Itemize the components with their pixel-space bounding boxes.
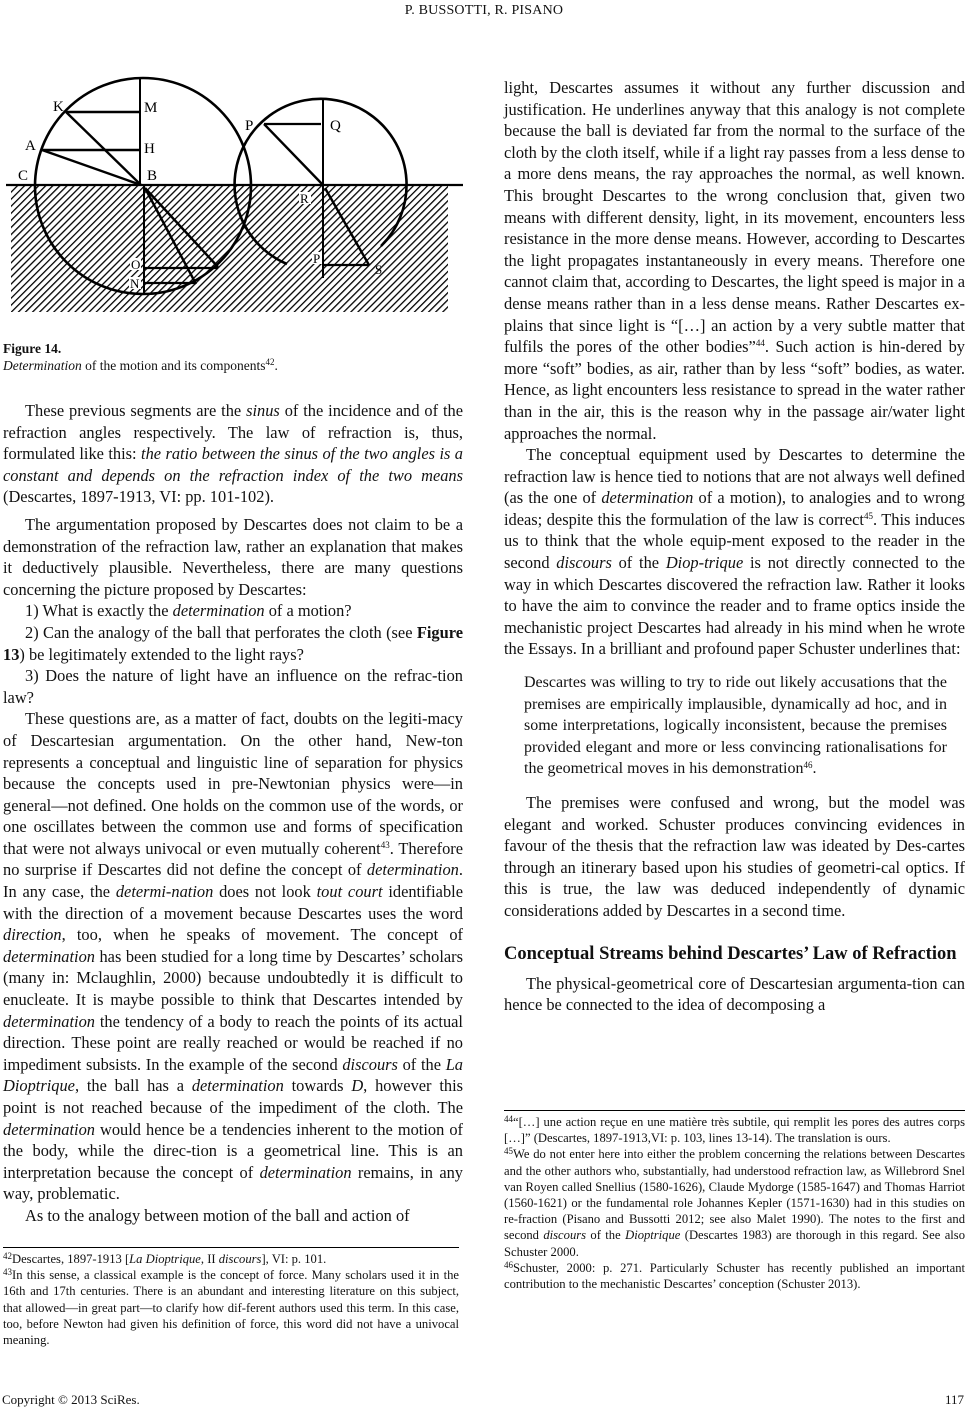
svg-text:S: S — [375, 262, 383, 277]
footnotes-left — [3, 1247, 459, 1348]
paragraph: These previous segments are the sinus of the incidence and of the refraction angles respectively. The law of refraction is, thus, formulated like this: the ratio between the sinus of the two angles is a constant and depends on the refraction index of the two means (Descartes, 1897-1913, VI: pp. 101-102). — [3, 401, 464, 507]
section-heading: Conceptual Streams behind Descartes’ Law of Refraction — [504, 943, 957, 964]
footnote-ref-44[interactable]: 44 — [755, 338, 765, 349]
copyright-notice: Copyright © 2013 SciRes. — [2, 1392, 140, 1407]
figure-label: Figure 14. — [3, 341, 62, 356]
right-column-body — [504, 77, 965, 1016]
svg-text:R: R — [300, 191, 309, 206]
footnote-43: $^{43}$In this sense, a classical example is the concept of force. Many scholars used it in the 16th and 17th centuries. There is an abundant and interesting literature on this subject, that allowed—in great part—to clarify how dif-ferent authors used this term. In this case, too, before Newton had given his definition of force, this word did not have a univocal meaning. — [3, 1267, 459, 1348]
question-3: 3) Does the nature of light have an influence on the refrac-tion law? — [3, 666, 463, 707]
left-column-body — [3, 400, 463, 1227]
question-2: 2) Can the analogy of the ball that perforates the cloth (see Figure 13) be legitimately extended to the light rays? — [3, 622, 463, 664]
figure-caption-text: Determination of the motion and its components$^{42}$. — [3, 357, 278, 373]
svg-text:O: O — [131, 257, 141, 272]
footnote-ref-46[interactable]: 46 — [803, 760, 813, 771]
question-1: 1) What is exactly the determination of a motion? — [25, 601, 352, 621]
footnote-ref-45[interactable]: 45 — [863, 510, 873, 521]
footnote-46: $^{46}$Schuster, 2000: p. 271. Particularly Schuster has recently published an important contribution to the mechanistic Descartes’ conception (Schuster 2013). — [504, 1259, 965, 1292]
paragraph: The argumentation proposed by Descartes does not claim to be a demonstration of the refraction law, rather an explanation that makes it deductively plausible. Nevertheless, there are many questions concerning the picture proposed by Descartes: — [3, 514, 463, 599]
svg-text:B: B — [147, 168, 158, 184]
block-quote: Descartes was willing to try to ride out likely accusations that the premises are empirically implausible, dynamically ad hoc, and in some interpretations, logically inconsistent, because the premises provided elegant and more or less convincing rationalisations for the geometrical moves in his demonstration$^{46}$. — [524, 674, 947, 778]
svg-text:H: H — [144, 141, 155, 157]
footnote-ref-43[interactable]: 43 — [380, 839, 390, 850]
page-footer — [2, 1392, 964, 1408]
figure-13-reference[interactable]: Figure 13 — [3, 622, 463, 664]
paragraph: The physical-geometrical core of Descartesian argumenta-tion can hence be connected to the idea of decomposing a — [504, 973, 965, 1015]
page-number: 117 — [944, 1392, 964, 1407]
svg-text:P: P — [313, 251, 321, 266]
svg-text:C: C — [18, 168, 29, 184]
svg-text:A: A — [25, 138, 36, 154]
paragraph: These questions are, as a matter of fact, doubts on the legiti-macy of Descartesian argumentation. On the other hand, New-ton represents a conceptual and linguistic line of separation for physics because the concepts used in pre-Newtonian physics were—in general—not defined. One holds on the common use of the words, or one oscillates between the common use and forms of specification that were not always univocal or even mutually coherent$^{43}$. Therefore no surprise if Descartes did not define the concept of determination. In any case, the determi-nation does not look tout court identifiable with the direction of a movement because Descartes uses the word direction, too, when he speaks of movement. The concept of determination has been studied for a long time by Descartes’ scholars (many in: Mclaughlin, 2000) because undoubtedly it is difficult to enucleate. It is maybe possible to think that Descartes intended by determination the tendency of a body to reach the points of its actual direction. These point are really reached or would be reached if no impediment subsists. In the example of the second discours of the La Dioptrique, the ball has a determination towards D, however this point is not reached because of the impediment of the cloth. The determination would hence be a tendencies inherent to the motion of the body, while the direc-tion is a geometrical line. This is an interpretation because the concept of determination remains, in any way, problematic. — [3, 709, 464, 1204]
footnote-42: $^{42}$Descartes, 1897-1913 [La Dioptrique, II discours], VI: p. 101. — [3, 1251, 327, 1266]
figure-14-diagram — [3, 72, 463, 312]
footnote-rule — [3, 1247, 459, 1248]
figure-caption — [3, 340, 463, 374]
footnote-rule — [504, 1110, 965, 1111]
svg-text:N: N — [130, 276, 140, 291]
point-label-k: K — [53, 99, 64, 115]
svg-text:P: P — [245, 118, 254, 134]
footnotes-right — [504, 1110, 965, 1292]
paragraph: As to the analogy between motion of the ball and action of — [25, 1205, 410, 1225]
svg-text:Q: Q — [330, 118, 341, 134]
footnote-45: $^{45}$We do not enter here into either the problem concerning the relations between Descartes and the other authors who, substantially, had understood refraction law, as Willebrord Snel van Royen called Snellius (1580-1626), Claude Mydorge (1585-1647) and Thomas Harriot (1560-1621) or the fundamental role Johannes Kepler (1571-1630) had in this studies on re-fraction (Pisano and Bussotti 2012; see also Malet 1990). The notes to the first and second discours of the Dioptrique (Descartes 1983) are thorough in this regard. See also Schuster 2000. — [504, 1146, 965, 1259]
footnote-44: $^{44}$“[…] une action reçue en une matière très subtile, qui remplit les pores des autres corps […]” (Descartes, 1897-1913,VI: p. 103, lines 13-14). The translation is ours. — [504, 1114, 965, 1146]
paragraph: The premises were confused and wrong, but the model was elegant and worked. Schuster produces convincing evidences in favour of the thesis that the refraction law was ideated by Des-cartes through an itinerary based upon his studies of geometri-cal optics. If this is true, the law was deduced independently of dynamic considerations added by Descartes in a second time. — [504, 793, 965, 920]
running-head: P. BUSSOTTI, R. PISANO — [404, 3, 564, 18]
paragraph: The conceptual equipment used by Descartes to determine the refraction law is hence tied to notions that are not always well defined (as the one of determination of a motion), to analogies and to wrong ideas; despite this the formulation of the law is correct$^{45}$. This induces us to think that the whole equip-ment exposed to the reader in the second discours of the Diop-trique is not directly connected to the way in which Descartes discovered the refraction law. Rather it looks to have the aim to convince the reader and to frame optics inside the mechanistic project Descartes had already in his mind when he wrote the Essays. In a brilliant and profound paper Schuster underlines that: — [504, 445, 965, 659]
paragraph: light, Descartes assumes it without any further discussion and justification. He underlines anyway that this analogy is not complete because the ball is deviated far from the normal to the surface of the cloth by the cloth itself, while if a light ray passes from a less dense to a more dens means, the ray approaches the normal, as well known. This brought Descartes to the wrong conclusion that, given two means with different density, light, in its movement, encounters less resistance in the more dense means. However, according to Descartes the light propagates instantaneously in every means. Therefore one cannot claim that, according to Descartes, the light speed is major in a dense means rather than in a less dense means. Rather Descartes ex-plains that since light is “[…] an action by a very subtle matter that fulfils the pores of the other bodies”$^{44}$. Such action is hin-dered by more “soft” bodies, as air, rather than by less “soft” bodies, as water. Hence, as light encounters less resistance to spread in the water rather than in the air, this is the reason why in the passage air/water light approaches the normal. — [504, 78, 965, 443]
svg-text:M: M — [144, 100, 158, 116]
